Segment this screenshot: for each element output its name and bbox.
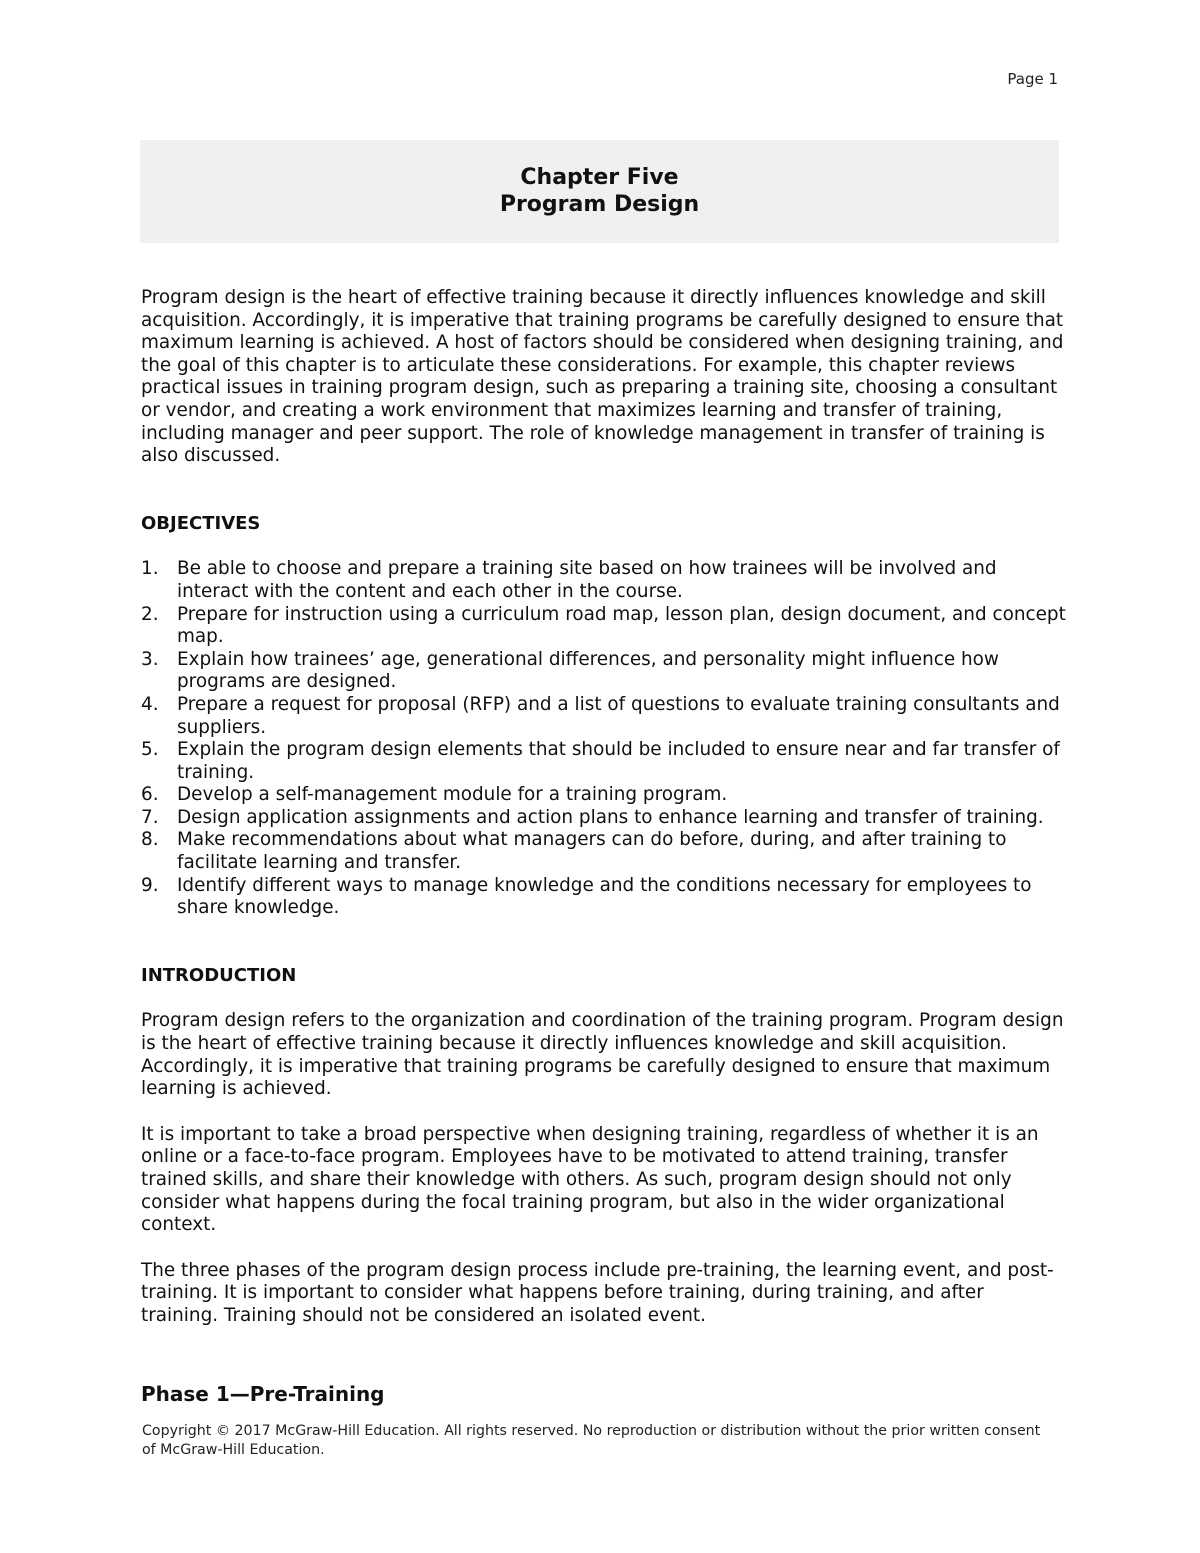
introduction-paragraph: It is important to take a broad perspective when designing training, regardless of whether it is an online or a face-to-face program. Employees have to be motivated to attend training, transfer trained skills, and share their knowledge with others. As such, program design should not only consider what happens during the focal training program, but also in the wider organizational context. bbox=[141, 1123, 1039, 1236]
page-number: Page 1 bbox=[1007, 70, 1058, 88]
list-text: Develop a self-management module for a training program. bbox=[177, 784, 728, 806]
list-text: Make recommendations about what managers can do before, during, and after training to facilitate learning and transfer. bbox=[177, 829, 1007, 874]
list-number: 4. bbox=[141, 693, 159, 715]
list-text: Be able to choose and prepare a training site based on how trainees will be involved and interact with the content and each other in the course. bbox=[177, 558, 997, 602]
list-text: Design application assignments and action plans to enhance learning and transfer of training. bbox=[177, 806, 1044, 828]
list-text: Explain how trainees’ age, generational differences, and personality might influence how programs are designed. bbox=[177, 648, 999, 693]
list-number: 3. bbox=[141, 648, 159, 670]
list-number: 2. bbox=[141, 603, 159, 625]
list-number: 5. bbox=[141, 739, 159, 761]
copyright-footer: Copyright © 2017 McGraw-Hill Education. All rights reserved. No reproduction or distribution without the prior written consent of McGraw-Hill Education. bbox=[142, 1423, 1041, 1458]
list-text: Prepare a request for proposal (RFP) and a list of questions to evaluate training consultants and suppliers. bbox=[177, 693, 1060, 738]
list-number: 6. bbox=[141, 784, 159, 806]
list-item bbox=[141, 829, 1066, 874]
list-text: Identify different ways to manage knowledge and the conditions necessary for employees to share knowledge. bbox=[177, 874, 1032, 919]
list-text: Explain the program design elements that should be included to ensure near and far transfer of training. bbox=[177, 739, 1060, 783]
list-item bbox=[141, 694, 1066, 739]
list-number: 8. bbox=[141, 829, 159, 851]
introduction-heading: INTRODUCTION bbox=[141, 964, 297, 986]
list-item bbox=[141, 558, 1066, 603]
list-number: 1. bbox=[141, 558, 159, 580]
chapter-title: Program Design bbox=[499, 192, 700, 217]
chapter-number: Chapter Five bbox=[520, 165, 679, 190]
list-item bbox=[141, 784, 1066, 807]
introduction-paragraph: Program design refers to the organization and coordination of the training program. Program design is the heart of effective training because it directly influences knowledge and skill acquisition. Accordingly, it is imperative that training programs be carefully designed to ensure that maximum learning is achieved. bbox=[141, 1010, 1064, 1100]
introduction-paragraph: The three phases of the program design process include pre-training, the learning event, and post-training. It is important to consider what happens before training, during training, and after training. Training should not be considered an isolated event. bbox=[141, 1259, 1054, 1326]
phase-heading: Phase 1—Pre-Training bbox=[141, 1382, 385, 1406]
objectives-list bbox=[141, 558, 1066, 920]
list-text: Prepare for instruction using a curriculum road map, lesson plan, design document, and concept map. bbox=[177, 603, 1066, 648]
chapter-intro-paragraph: Program design is the heart of effective training because it directly influences knowledge and skill acquisition. Accordingly, it is imperative that training programs be carefully designed to ensure that maximum learning is achieved. A host of factors should be considered when designing training, and the goal of this chapter is to articulate these considerations. For example, this chapter reviews practical issues in training program design, such as preparing a training site, choosing a consultant or vendor, and creating a work environment that maximizes learning and transfer of training, including manager and peer support. The role of knowledge management in transfer of training is also discussed. bbox=[141, 287, 1064, 467]
list-item bbox=[141, 807, 1066, 830]
document-body bbox=[141, 287, 1066, 1328]
list-item bbox=[141, 875, 1066, 920]
list-item bbox=[141, 604, 1066, 649]
chapter-title-box bbox=[140, 140, 1059, 243]
objectives-heading: OBJECTIVES bbox=[141, 512, 261, 534]
list-item bbox=[141, 739, 1066, 784]
list-item bbox=[141, 649, 1066, 694]
list-number: 7. bbox=[141, 806, 159, 828]
list-number: 9. bbox=[141, 874, 159, 896]
